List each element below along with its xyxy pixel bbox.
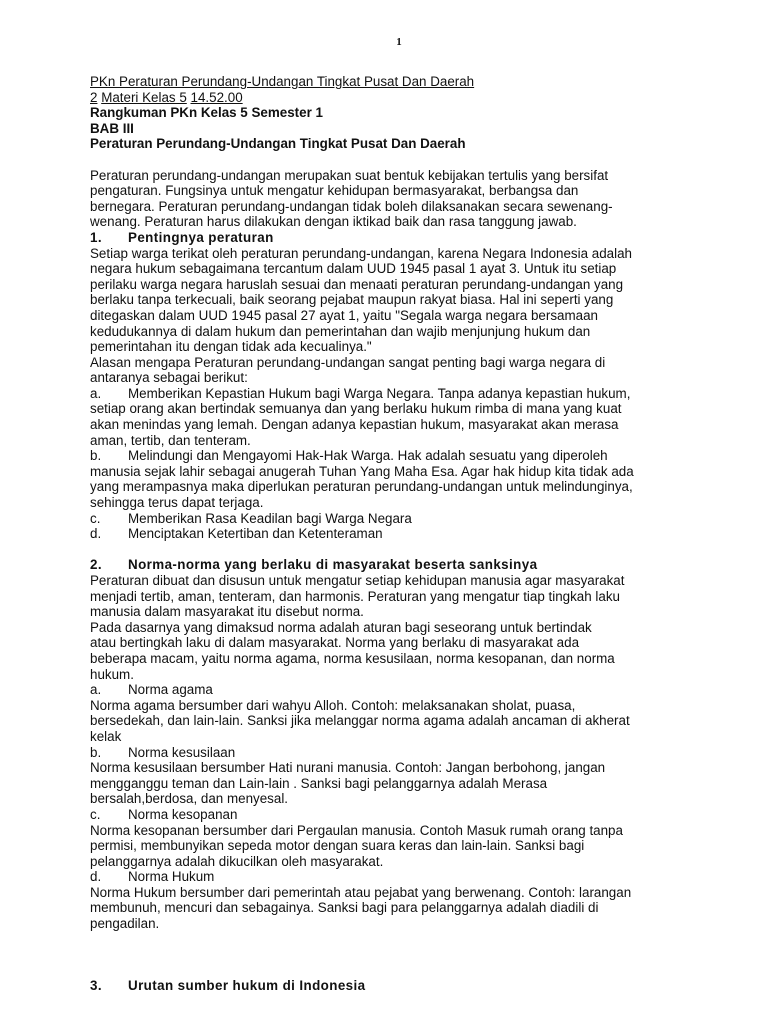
text-line: Setiap warga terikat oleh peraturan perundang-undangan, karena Negara Indonesia adalah [90,245,632,261]
text-line: bernegara. Peraturan perundang-undangan tidak boleh dilaksanakan secara sewenang- [90,198,613,214]
text-line: menjadi tertib, aman, tenteram, dan harmonis. Peraturan yang mengatur tiap tingkah laku [90,588,620,604]
time-link[interactable]: 14.52.00 [190,89,243,105]
title-link[interactable]: PKn Peraturan Perundang-Undangan Tingkat Pusat Dan Daerah [90,74,475,89]
text-line: manusia dalam masyarakat itu disebut norma. [90,604,364,620]
list-item: a. Memberikan Kepastian Hukum bagi Warga Negara. Tanpa adanya kepastian hukum, setiap orang akan bertindak semuanya dan yang berlaku hukum rimba di mana yang kuat akan menindas yang lemah. Dengan adanya kepastian hukum, masyarakat akan merasa aman, tertib, dan tenteram. [90,385,631,448]
subtitle-chapter: BAB III [90,120,134,136]
text-line: Peraturan dibuat dan disusun untuk mengatur setiap kehidupan manusia agar masyarakat [90,573,625,588]
section-heading: 2. Norma-norma yang berlaku di masyarakat beserta sanksinya [90,557,538,573]
text-line: negara hukum sebagaimana tercantum dalam UUD 1945 pasal 1 ayat 3. Untuk itu setiap [90,261,617,277]
text-line: berlaku tanpa terkecuali, baik seorang pejabat maupun rakyat biasa. Hal ini seperti yang [90,292,614,308]
subtitle-summary: Rangkuman PKn Kelas 5 Semester 1 [90,105,323,121]
text-line: Alasan mengapa Peraturan perundang-undangan sangat penting bagi warga negara di [90,354,606,370]
norm-item: a. Norma agama Norma agama bersumber dari wahyu Alloh. Contoh: melaksanakan sholat, puasa, bersedekah, dan lain-lain. Sanksi jika melanggar norma agama adalah ancaman di akherat kelak [90,682,630,744]
text-line: atau bertingkah laku di dalam masyarakat. Norma yang berlaku di masyarakat ada [90,635,580,651]
subtitle-topic: Peraturan Perundang-Undangan Tingkat Pusat Dan Daerah [90,136,466,152]
text-line: beberapa macam, yaitu norma agama, norma kesusilaan, norma kesopanan, dan norma [90,650,615,666]
page-number: 1 [396,36,402,48]
text-line: hukum. [90,666,134,682]
text-line: kedudukannya di dalam hukum dan pemerintahan dan wajib menjunjung hukum dan [90,323,591,339]
text-line: perilaku warga negara haruslah sesuai dan menaati peraturan perundang-undangan yang [90,276,624,292]
list-item: b. Melindungi dan Mengayomi Hak-Hak Warga. Hak adalah sesuatu yang diperoleh manusia sejak lahir sebagai anugerah Tuhan Yang Maha Esa. Agar hak hidup kita tidak ada yang merampasnya maka diperlukan peraturan perundang-undangan untuk melindunginya, sehingga terus dapat terjaga. [90,448,634,511]
post-meta [90,90,712,106]
section-body [90,246,712,386]
text-line: Pada dasarnya yang dimaksud norma adalah aturan bagi seseorang untuk bertindak [90,619,592,635]
list-item: d. Menciptakan Ketertiban dan Ketenteraman [90,526,383,542]
section-heading: 3. Urutan sumber hukum di Indonesia [90,977,366,993]
text-line: Peraturan perundang-undangan merupakan suat bentuk kebijakan tertulis yang bersifat [90,167,609,183]
text-line: antaranya sebagai berikut: [90,370,248,386]
text-line: pengaturan. Fungsinya untuk mengatur kehidupan bermasyarakat, berbangsa dan [90,183,579,199]
norm-item: c. Norma kesopanan Norma kesopanan bersumber dari Pergaulan manusia. Contoh Masuk rumah orang tanpa permisi, membunyikan sepeda motor dengan suara keras dan lain-lain. Sanksi bagi pelanggarnya adalah dikucilkan oleh masyarakat. [90,806,623,869]
text-line: pemerintahan itu dengan tidak ada kecualinya." [90,339,372,355]
document-body [90,74,712,993]
norm-item: b. Norma kesusilaan Norma kesusilaan bersumber Hati nurani manusia. Contoh: Jangan berbohong, jangan mengganggu teman dan Lain-lain . Sanksi bagi pelanggarnya adalah Merasa bersalah,berdosa, dan menyesal. [90,744,606,807]
intro-paragraph [90,168,712,230]
section-heading: 1. Pentingnya peraturan [90,229,274,245]
section-body [90,573,712,682]
text-line: wenang. Peraturan harus dilakukan dengan iktikad baik dan rasa tanggung jawab. [90,214,577,230]
norm-item: d. Norma Hukum Norma Hukum bersumber dari pemerintah atau pejabat yang berwenang. Contoh: larangan membunuh, mencuri dan sebagainya. Sanksi bagi para pelanggarnya adalah diadili di pengadilan. [90,869,632,932]
text-line: ditegaskan dalam UUD 1945 pasal 27 ayat 1, yaitu "Segala warga negara bersamaan [90,307,598,323]
category-link[interactable]: Materi Kelas 5 [101,89,187,105]
comment-count-link[interactable]: 2 [90,89,98,105]
list-item: c. Memberikan Rasa Keadilan bagi Warga Negara [90,510,412,526]
